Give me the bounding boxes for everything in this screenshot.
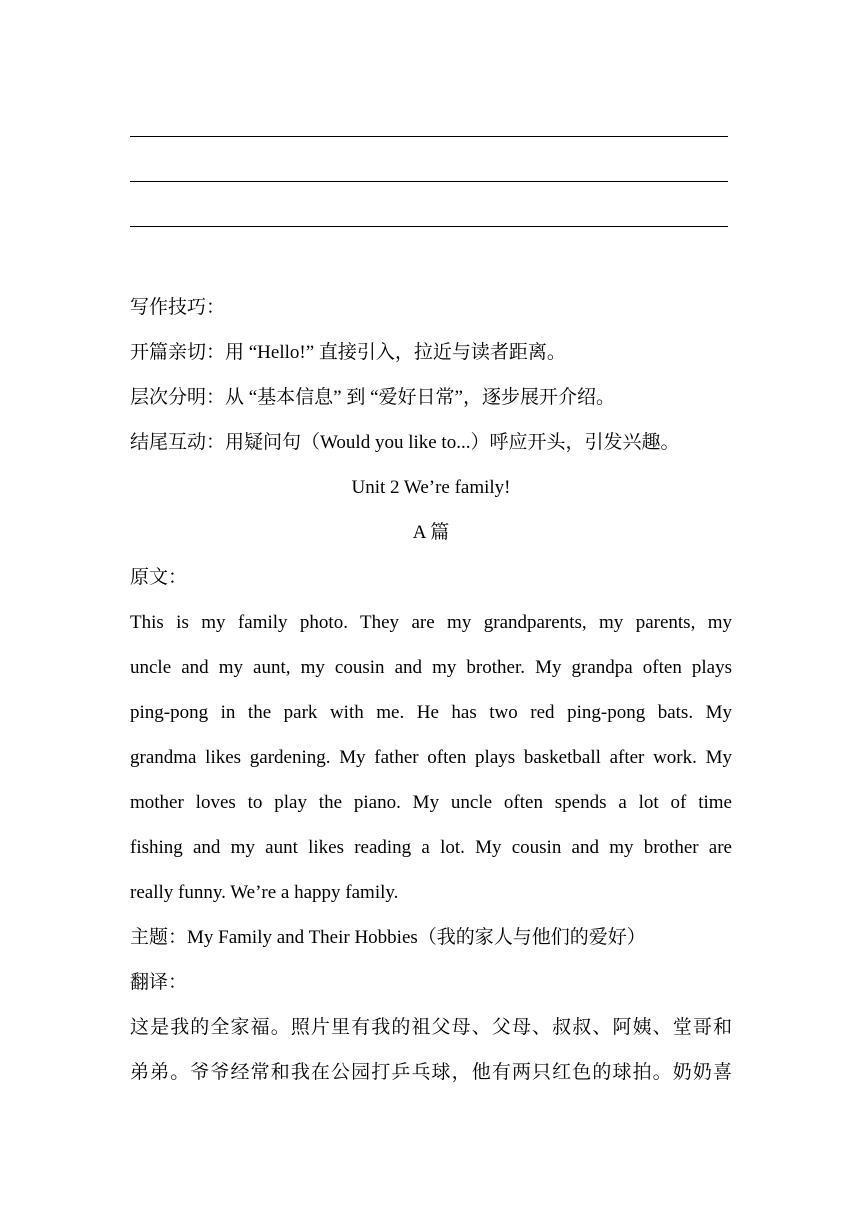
theme-line: 主题：My Family and Their Hobbies（我的家人与他们的爱好） [130,927,646,948]
original-text-line: uncle and my aunt, my cousin and my brother. My grandpa often plays [130,657,732,678]
tips-heading: 写作技巧： [130,297,226,318]
translation-text-line: 这是我的全家福。照片里有我的祖父母、父母、叔叔、阿姨、堂哥和 [130,1017,732,1038]
original-label: 原文： [130,567,188,588]
translation-text-line: 弟弟。爷爷经常和我在公园打乒乓球，他有两只红色的球拍。奶奶喜 [130,1062,732,1083]
original-text-line: grandma likes gardening. My father often plays basketball after work. My [130,747,732,768]
blank-answer-line-1 [130,136,728,137]
blank-answer-line-2 [130,181,728,182]
tip-item: 开篇亲切：用 “Hello!” 直接引入，拉近与读者距离。 [130,342,566,363]
unit-title: Unit 2 We’re family! [351,477,511,498]
blank-answer-line-3 [130,226,728,227]
original-text-line: This is my family photo. They are my grandparents, my parents, my [130,612,732,633]
tip-item: 结尾互动：用疑问句（Would you like to...）呼应开头，引发兴趣。 [130,432,680,453]
original-text-line: ping-pong in the park with me. He has two red ping-pong bats. My [130,702,732,723]
original-text-line: fishing and my aunt likes reading a lot. My cousin and my brother are [130,837,732,858]
tip-item: 层次分明：从 “基本信息” 到 “爱好日常”，逐步展开介绍。 [130,387,615,408]
original-text-line: mother loves to play the piano. My uncle often spends a lot of time [130,792,732,813]
translation-label: 翻译： [130,972,188,993]
section-title: A 篇 [412,522,450,543]
original-text-line: really funny. We’re a happy family. [130,882,399,903]
